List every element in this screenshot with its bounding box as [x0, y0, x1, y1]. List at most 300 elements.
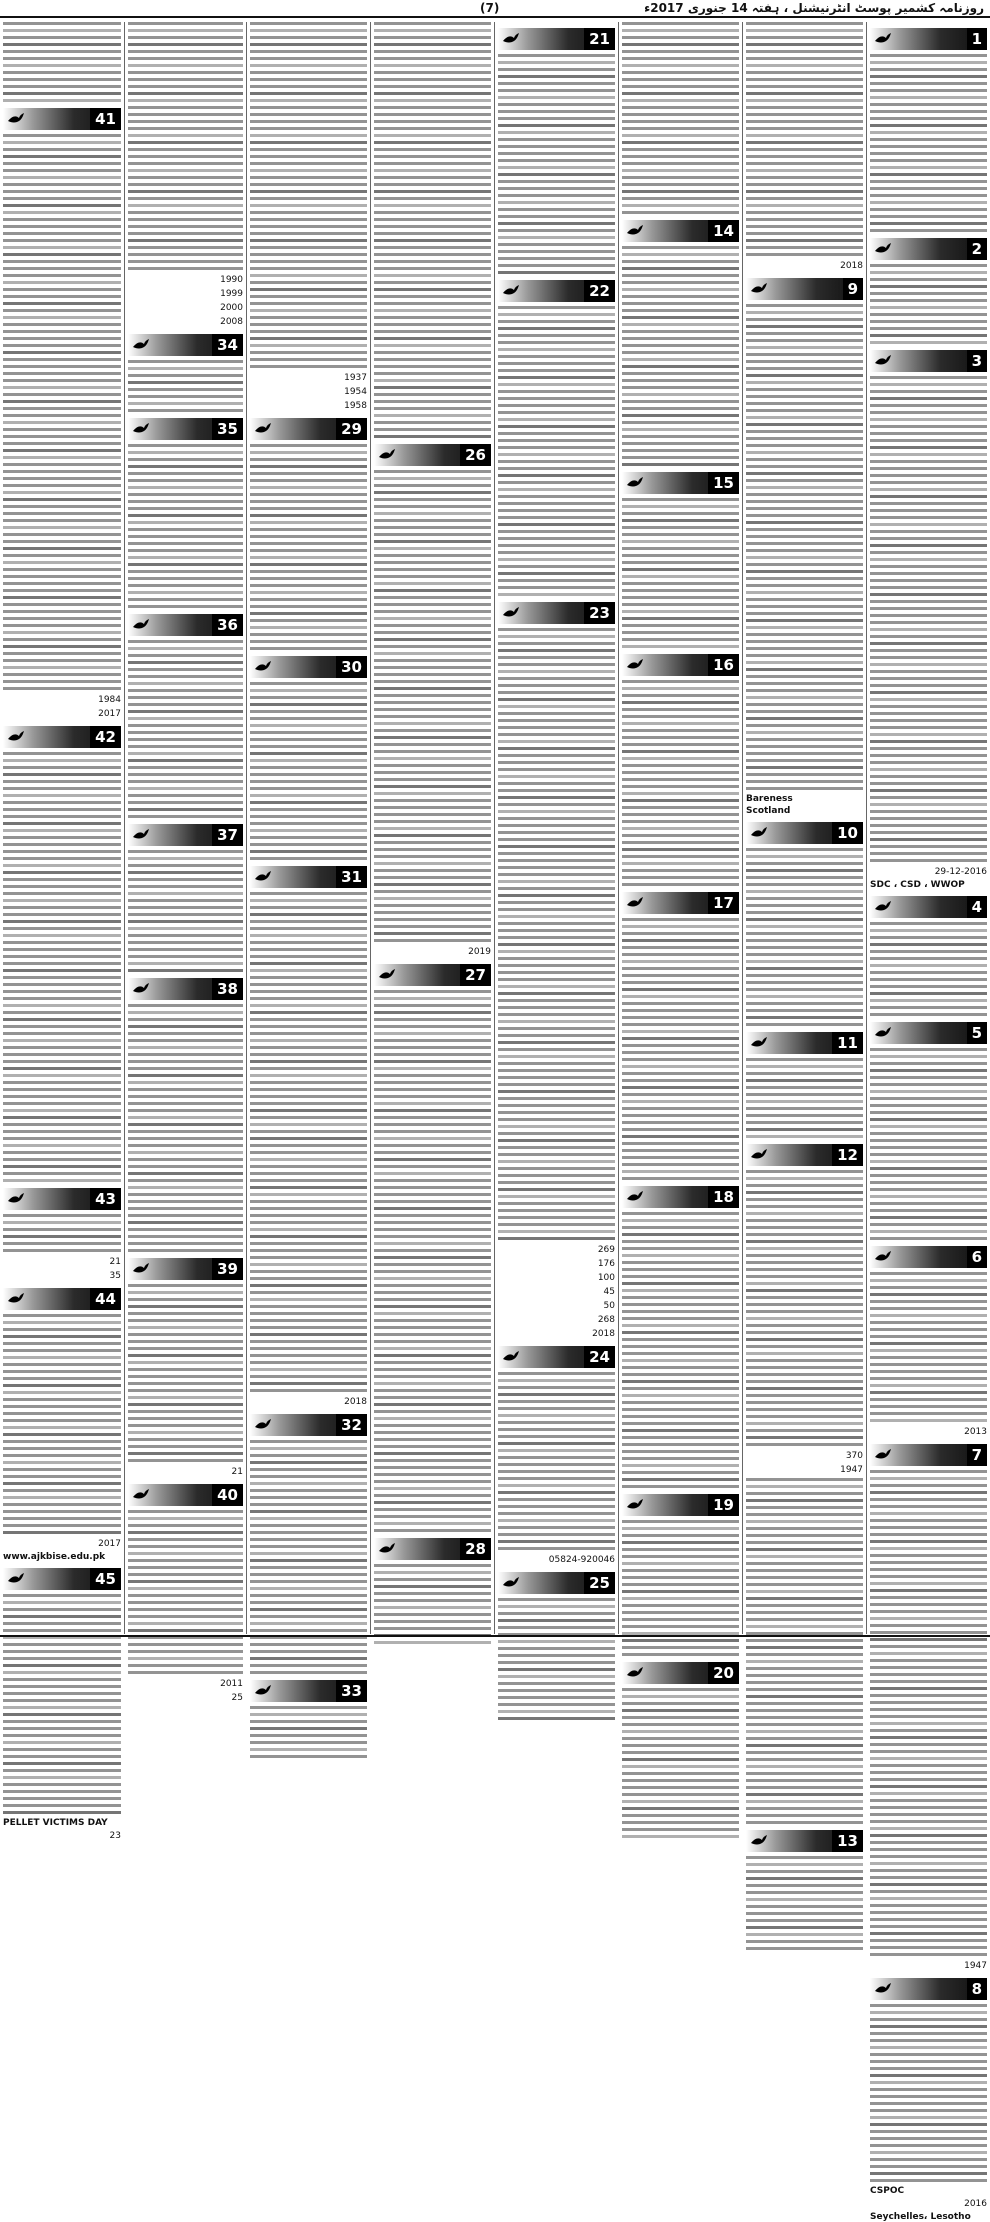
text-line [374, 526, 491, 529]
text-line [374, 722, 491, 725]
text-line [746, 71, 863, 74]
text-line [250, 1249, 367, 1252]
text-line [746, 36, 863, 39]
text-line [250, 934, 367, 937]
text-line [3, 400, 121, 403]
text-line [498, 159, 615, 162]
text-line [128, 689, 243, 692]
text-line [128, 773, 243, 776]
text-line [498, 649, 615, 652]
text-line [870, 376, 987, 379]
text-line [250, 1018, 367, 1021]
text-line [128, 211, 243, 214]
text-line [498, 831, 615, 834]
highlighted-figure: 21 [109, 1257, 121, 1267]
text-line [374, 274, 491, 277]
text-line [498, 1442, 615, 1445]
text-line [3, 1461, 121, 1464]
text-line [128, 1242, 243, 1245]
text-line [870, 432, 987, 435]
text-line [128, 64, 243, 67]
text-line [622, 435, 739, 438]
text-line [3, 141, 121, 144]
text-line [250, 1172, 367, 1175]
text-line [498, 1386, 615, 1389]
text-line [870, 747, 987, 750]
text-line [250, 64, 367, 67]
text-line [746, 1093, 863, 1096]
text-line [128, 1566, 243, 1569]
news-item [746, 1830, 863, 1950]
text-line [498, 1612, 615, 1615]
text-line [622, 1709, 739, 1712]
highlighted-figure: 50 [603, 1301, 615, 1311]
text-line [128, 1144, 243, 1147]
text-line [746, 430, 863, 433]
text-line [870, 1377, 987, 1380]
text-line [250, 155, 367, 158]
text-line [250, 549, 367, 552]
text-line [374, 1578, 491, 1581]
text-line [870, 2137, 987, 2140]
text-line [870, 215, 987, 218]
text-line [3, 323, 121, 326]
text-line [374, 736, 491, 739]
text-line [746, 717, 863, 720]
news-item-header-bar [128, 334, 243, 356]
text-line [3, 22, 121, 25]
text-line [3, 801, 121, 804]
text-line [3, 568, 121, 571]
text-line [746, 246, 863, 249]
text-line [622, 1289, 739, 1292]
text-line [250, 724, 367, 727]
text-line [622, 645, 739, 648]
text-line [622, 1576, 739, 1579]
text-line [870, 838, 987, 841]
text-line [746, 1233, 863, 1236]
bird-emblem-icon [750, 1833, 768, 1847]
highlighted-figure: 29-12-2016 [934, 867, 987, 877]
text-line [374, 1396, 491, 1399]
text-line [870, 1314, 987, 1317]
text-line [128, 724, 243, 727]
text-line [746, 1065, 863, 1068]
text-line [250, 99, 367, 102]
article-body-text [870, 1470, 987, 1956]
text-line [3, 540, 121, 543]
text-line [622, 162, 739, 165]
news-item-number: 37 [212, 824, 243, 846]
text-line [746, 1590, 863, 1593]
text-line [128, 598, 243, 601]
text-line [128, 1060, 243, 1063]
bird-emblem-icon [132, 1487, 150, 1501]
column-6 [246, 22, 370, 1700]
text-line [374, 512, 491, 515]
text-line [498, 796, 615, 799]
text-line [250, 1144, 367, 1147]
text-line [870, 1209, 987, 1212]
text-line [746, 1296, 863, 1299]
text-line [128, 1403, 243, 1406]
text-line [128, 1326, 243, 1329]
text-line [870, 1272, 987, 1275]
text-line [3, 1405, 121, 1408]
text-line [374, 533, 491, 536]
text-line [870, 1055, 987, 1058]
text-line [128, 1615, 243, 1618]
text-line [498, 390, 615, 393]
text-line [622, 288, 739, 291]
text-line [746, 57, 863, 60]
text-line [128, 120, 243, 123]
text-line [498, 61, 615, 64]
text-line [870, 845, 987, 848]
news-item [498, 280, 615, 596]
text-line [3, 393, 121, 396]
text-line [374, 155, 491, 158]
column-8 [0, 22, 124, 1841]
text-line [250, 598, 367, 601]
text-line [250, 1650, 367, 1653]
text-line [250, 204, 367, 207]
text-line [622, 813, 739, 816]
news-item-number: 28 [460, 1538, 491, 1560]
text-line [3, 1179, 121, 1182]
text-line [622, 512, 739, 515]
text-line [250, 1214, 367, 1217]
text-line [250, 1291, 367, 1294]
text-line [870, 1363, 987, 1366]
text-line [622, 1415, 739, 1418]
text-line [746, 1086, 863, 1089]
text-line [3, 519, 121, 522]
text-line [128, 759, 243, 762]
text-line [622, 701, 739, 704]
text-line [374, 897, 491, 900]
text-line [3, 344, 121, 347]
text-line [374, 925, 491, 928]
news-item-number: 6 [967, 1246, 987, 1268]
news-item-number: 26 [460, 444, 491, 466]
text-line [498, 397, 615, 400]
news-item-header-bar [870, 1246, 987, 1268]
text-line [498, 642, 615, 645]
text-line [250, 570, 367, 573]
text-line [870, 96, 987, 99]
text-line [870, 1743, 987, 1746]
bird-emblem-icon [254, 659, 272, 673]
highlighted-figure: 1958 [344, 401, 367, 411]
text-line [622, 323, 739, 326]
text-line [3, 1349, 121, 1352]
news-item-number: 14 [708, 220, 739, 242]
text-line [374, 659, 491, 662]
text-line [250, 717, 367, 720]
news-item [870, 28, 987, 232]
text-line [498, 1533, 615, 1536]
text-line [498, 824, 615, 827]
text-line [374, 680, 491, 683]
text-line [746, 1800, 863, 1803]
text-line [374, 540, 491, 543]
text-line [128, 808, 243, 811]
text-line [128, 1011, 243, 1014]
text-line [622, 1065, 739, 1068]
news-item-header-bar [622, 1662, 739, 1684]
text-line [374, 1361, 491, 1364]
text-line [250, 141, 367, 144]
text-line [870, 2144, 987, 2147]
text-line [3, 645, 121, 648]
text-line [3, 92, 121, 95]
highlighted-figure: 1954 [344, 387, 367, 397]
text-line [3, 134, 121, 137]
text-line [374, 1130, 491, 1133]
text-line [374, 1249, 491, 1252]
text-line [870, 1174, 987, 1177]
text-line [250, 36, 367, 39]
text-line [3, 1088, 121, 1091]
text-line [870, 54, 987, 57]
text-line [3, 1102, 121, 1105]
text-line [746, 626, 863, 629]
news-item [128, 614, 243, 818]
text-line [870, 1013, 987, 1016]
text-line [498, 474, 615, 477]
text-line [746, 584, 863, 587]
text-line [746, 204, 863, 207]
text-line [128, 549, 243, 552]
text-line [622, 1086, 739, 1089]
text-line [622, 1814, 739, 1817]
text-line [128, 162, 243, 165]
text-line [374, 1368, 491, 1371]
highlighted-figure: 05824-920046 [548, 1555, 615, 1565]
text-line [3, 43, 121, 46]
highlighted-figure: 2011 [220, 1679, 243, 1689]
text-line [622, 1688, 739, 1691]
text-line [128, 899, 243, 902]
text-line [498, 1435, 615, 1438]
text-line [870, 600, 987, 603]
highlighted-figure: 45 [603, 1287, 615, 1297]
text-line [250, 1095, 367, 1098]
text-line [374, 932, 491, 935]
text-line [498, 453, 615, 456]
news-item [250, 418, 367, 650]
text-line [498, 229, 615, 232]
text-line [250, 232, 367, 235]
text-line [622, 1800, 739, 1803]
text-line [746, 127, 863, 130]
text-line [3, 561, 121, 564]
news-item-number: 23 [584, 602, 615, 624]
text-line [622, 1163, 739, 1166]
text-line [870, 1286, 987, 1289]
news-item-number: 9 [843, 278, 863, 300]
news-item [3, 22, 121, 102]
text-line [374, 575, 491, 578]
news-item [746, 22, 863, 272]
text-line [870, 1470, 987, 1473]
text-line [870, 2165, 987, 2168]
text-line [870, 1512, 987, 1515]
bird-emblem-icon [750, 281, 768, 295]
text-line [3, 1797, 121, 1800]
text-line [622, 1583, 739, 1586]
text-line [870, 957, 987, 960]
text-line [250, 1720, 367, 1723]
text-line [870, 229, 987, 232]
text-line [128, 745, 243, 748]
text-line [374, 561, 491, 564]
text-line [746, 134, 863, 137]
text-line [374, 1025, 491, 1028]
text-line [250, 941, 367, 944]
text-line [746, 904, 863, 907]
text-line [374, 309, 491, 312]
text-line [250, 633, 367, 636]
text-line [250, 619, 367, 622]
text-line [622, 78, 739, 81]
text-line [746, 1618, 863, 1621]
text-line [374, 218, 491, 221]
text-line [870, 2067, 987, 2070]
text-line [250, 1361, 367, 1364]
text-line [622, 1520, 739, 1523]
text-line [374, 197, 491, 200]
news-item [746, 1032, 863, 1138]
text-line [3, 85, 121, 88]
text-line [870, 1876, 987, 1879]
text-line [870, 488, 987, 491]
bird-emblem-icon [626, 475, 644, 489]
text-line [870, 1834, 987, 1837]
news-item [250, 866, 367, 1112]
text-line [870, 656, 987, 659]
text-line [250, 689, 367, 692]
text-line [250, 358, 367, 361]
text-line [622, 1723, 739, 1726]
text-line [622, 1058, 739, 1061]
text-line [622, 582, 739, 585]
news-item-header-bar [128, 824, 243, 846]
text-line [128, 99, 243, 102]
text-line [3, 1067, 121, 1070]
text-line [250, 1333, 367, 1336]
highlighted-figure: 1984 [98, 695, 121, 705]
text-line [374, 1186, 491, 1189]
text-line [3, 274, 121, 277]
text-line [870, 2151, 987, 2154]
text-line [250, 507, 367, 510]
text-line [870, 1855, 987, 1858]
text-line [250, 274, 367, 277]
text-line [3, 638, 121, 641]
text-line [498, 1139, 615, 1142]
text-line [128, 675, 243, 678]
news-item-header-bar [622, 892, 739, 914]
text-line [128, 134, 243, 137]
text-line [498, 1041, 615, 1044]
text-line [870, 1673, 987, 1676]
text-line [870, 565, 987, 568]
news-item-number: 43 [90, 1188, 121, 1210]
text-line [870, 1491, 987, 1494]
text-line [3, 1496, 121, 1499]
text-line [746, 647, 863, 650]
text-line [128, 1221, 243, 1224]
text-line [622, 680, 739, 683]
text-line [128, 878, 243, 881]
text-line [374, 1109, 491, 1112]
text-line [870, 1188, 987, 1191]
text-line [746, 1359, 863, 1362]
text-line [374, 806, 491, 809]
text-line [746, 1121, 863, 1124]
bird-emblem-icon [132, 1261, 150, 1275]
text-line [128, 183, 243, 186]
text-line [374, 260, 491, 263]
text-line [746, 1401, 863, 1404]
text-line [374, 778, 491, 781]
text-line [250, 253, 367, 256]
highlighted-figure: 2017 [98, 709, 121, 719]
text-line [374, 1067, 491, 1070]
news-item [128, 1258, 243, 1478]
text-line [498, 1668, 615, 1671]
text-line [3, 687, 121, 690]
text-line [870, 1869, 987, 1872]
text-line [622, 1009, 739, 1012]
text-line [128, 969, 243, 972]
news-item [870, 350, 987, 890]
text-line [250, 1137, 367, 1140]
text-line [128, 1172, 243, 1175]
text-line [870, 1216, 987, 1219]
text-line [746, 507, 863, 510]
text-line [128, 1629, 243, 1632]
text-line [870, 404, 987, 407]
text-line [622, 946, 739, 949]
text-line [870, 264, 987, 267]
text-line [374, 652, 491, 655]
text-line [250, 1235, 367, 1238]
text-line [746, 148, 863, 151]
news-item [128, 334, 243, 412]
article-body-text [128, 360, 243, 412]
text-line [622, 1044, 739, 1047]
news-item [374, 964, 491, 1532]
article-body-text [3, 134, 121, 690]
bird-emblem-icon [7, 1291, 25, 1305]
text-line [128, 892, 243, 895]
text-line [870, 1125, 987, 1128]
bird-emblem-icon [378, 967, 396, 981]
text-line [746, 661, 863, 664]
news-item-number: 36 [212, 614, 243, 636]
text-line [870, 1652, 987, 1655]
text-line [3, 885, 121, 888]
text-line [250, 1088, 367, 1091]
text-line [870, 1097, 987, 1100]
text-line [250, 309, 367, 312]
text-line [498, 978, 615, 981]
text-line [3, 673, 121, 676]
text-line [128, 1438, 243, 1441]
